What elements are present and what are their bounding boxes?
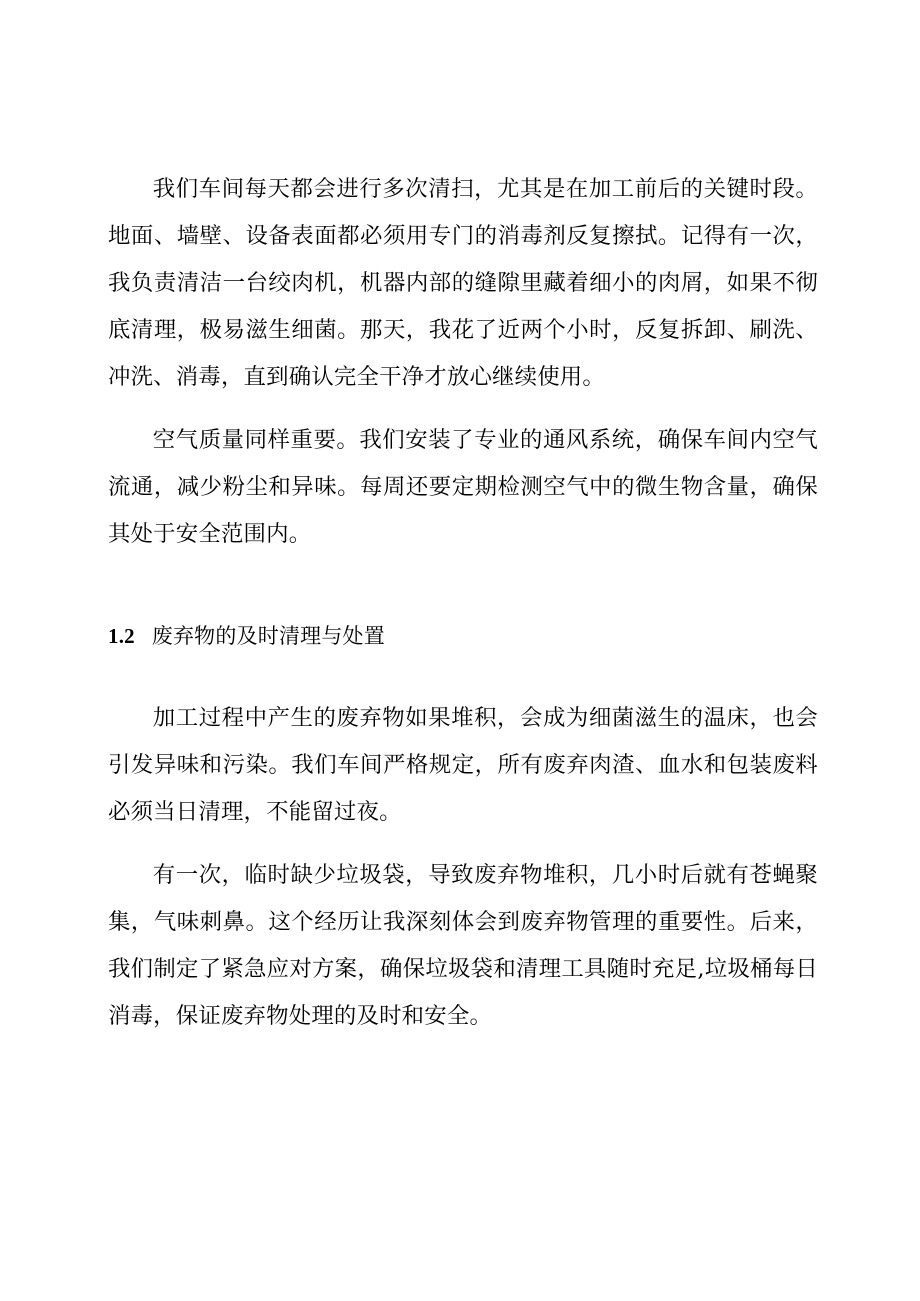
- paragraph-cleaning: 我们车间每天都会进行多次清扫，尤其是在加工前后的关键时段。地面、墙壁、设备表面都必须用专门的消毒剂反复擦拭。记得有一次，我负责清洁一台绞肉机，机器内部的缝隙里藏着细小的肉屑，如果不彻底清理，极易滋生细菌。那天，我花了近两个小时，反复拆卸、刷洗、冲洗、消毒，直到确认完全干净才放心继续使用。: [108, 176, 818, 390]
- paragraph-waste-experience: 有一次，临时缺少垃圾袋，导致废弃物堆积，几小时后就有苍蝇聚集，气味刺鼻。这个经历让我深刻体会到废弃物管理的重要性。后来，我们制定了紧急应对方案，确保垃圾袋和清理工具随时充足,垃圾桶每日消毒，保证废弃物处理的及时和安全。: [108, 862, 818, 1029]
- paragraph-air-quality: 空气质量同样重要。我们安装了专业的通风系统，确保车间内空气流通，减少粉尘和异味。每周还要定期检测空气中的微生物含量，确保其处于安全范围内。: [108, 427, 818, 547]
- section-number: 1.2: [108, 624, 135, 648]
- section-title: 废弃物的及时清理与处置: [151, 624, 385, 648]
- paragraph-waste-rules: 加工过程中产生的废弃物如果堆积，会成为细菌滋生的温床，也会引发异味和污染。我们车间严格规定，所有废弃肉渣、血水和包装废料必须当日清理，不能留过夜。: [108, 705, 818, 825]
- document-body: [108, 166, 818, 1040]
- section-heading: [108, 613, 818, 660]
